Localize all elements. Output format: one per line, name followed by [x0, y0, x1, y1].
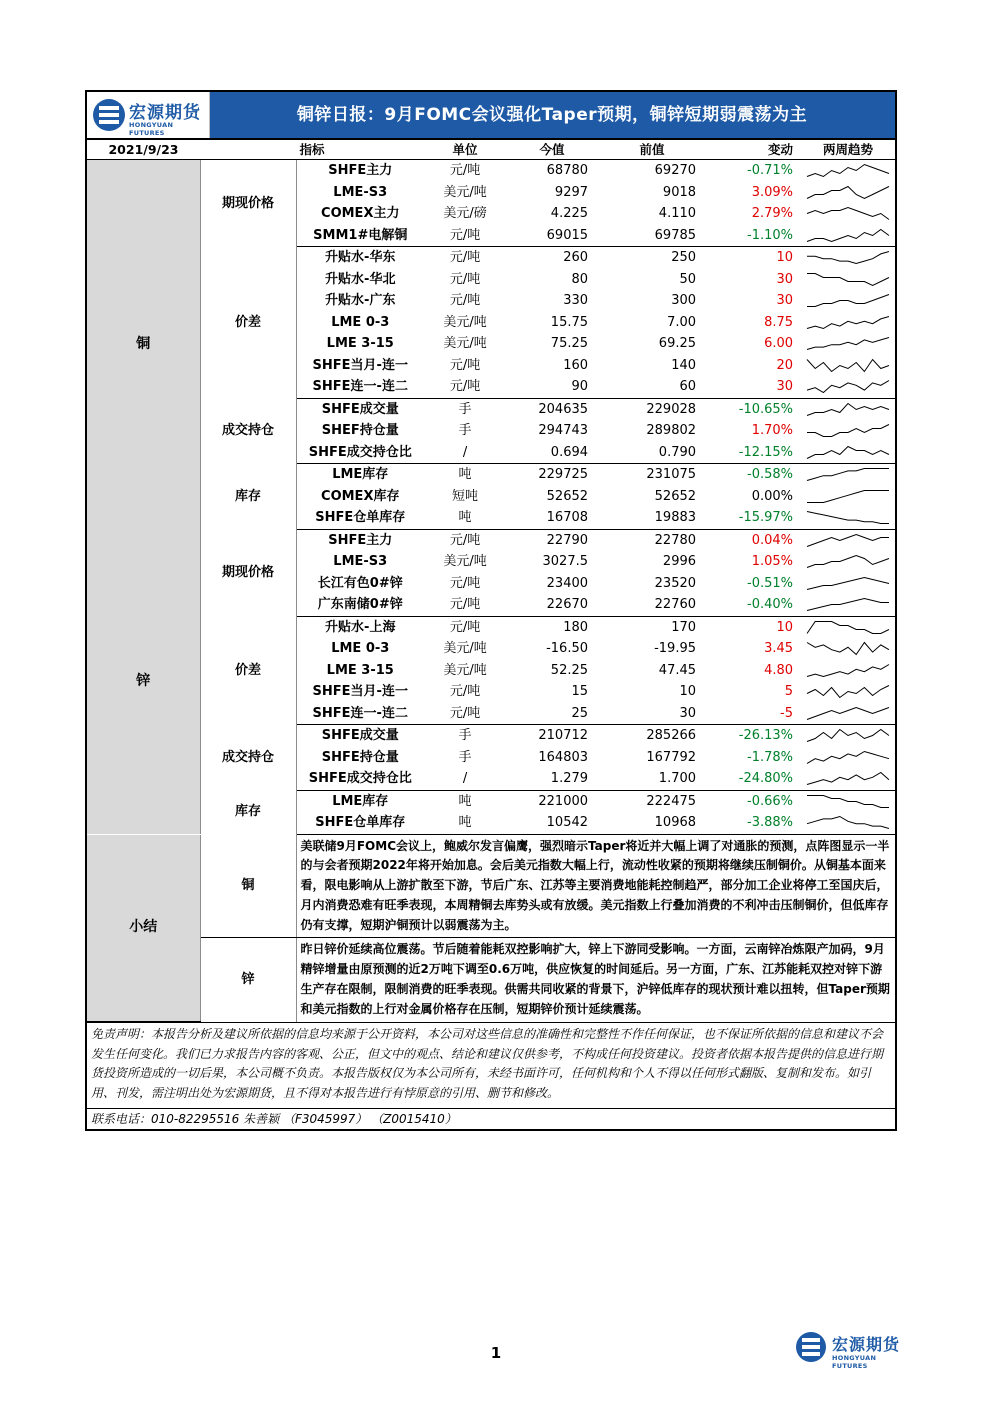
indicator-cell: LME 3-15	[326, 336, 394, 351]
change-cell: 1.70%	[751, 423, 794, 438]
sparkline-line	[807, 403, 889, 415]
current-value-cell: 1.279	[506, 768, 598, 790]
sparkline-line	[807, 707, 889, 719]
trend-sparkline	[801, 160, 895, 182]
sparkline-line	[807, 490, 889, 502]
trend-sparkline	[801, 507, 895, 529]
current-value-cell: 3027.5	[542, 554, 589, 569]
trend-sparkline	[801, 616, 895, 638]
previous-value-cell: 30	[598, 703, 706, 725]
indicator-cell: LME 0-3	[331, 641, 390, 656]
unit-cell: 吨	[424, 812, 506, 834]
change-cell: -12.15%	[706, 442, 801, 464]
summary-label: 小结	[87, 835, 200, 1022]
sparkline-chart	[805, 793, 891, 810]
logo-name-en: HONGYUAN FUTURES	[129, 121, 174, 137]
sparkline-line	[807, 338, 889, 350]
trend-sparkline	[801, 638, 895, 660]
current-value-cell: 15	[571, 684, 589, 699]
table-header	[87, 140, 895, 160]
unit-cell: 吨	[458, 467, 472, 482]
sparkline-chart	[805, 335, 891, 352]
page-number: 1	[490, 1344, 502, 1362]
previous-value-cell: 69.25	[658, 336, 697, 351]
unit-cell: 手	[458, 423, 472, 438]
unit-cell: 吨	[458, 793, 472, 809]
current-value-cell: 68780	[546, 163, 589, 178]
trend-sparkline	[801, 225, 895, 247]
group-label: 价差	[200, 247, 296, 399]
change-cell: 10	[776, 619, 794, 635]
change-cell: 30	[776, 271, 794, 287]
logo-name-cn: 宏源期货	[129, 103, 201, 123]
sparkline-chart	[805, 619, 891, 636]
trend-sparkline	[801, 442, 895, 464]
indicator-cell: COMEX主力	[321, 206, 400, 221]
sparkline-line	[807, 381, 889, 393]
trend-sparkline	[801, 725, 895, 747]
sparkline-chart	[805, 596, 891, 613]
change-cell: -24.80%	[706, 768, 801, 790]
unit-cell: 美元/吨	[443, 184, 487, 200]
report-date: 2021/9/23	[87, 140, 200, 160]
previous-value-cell: 222475	[646, 793, 697, 809]
trend-sparkline	[801, 551, 895, 573]
unit-cell: 元/吨	[424, 225, 506, 247]
current-value-cell: 210712	[538, 728, 589, 743]
sparkline-chart	[805, 640, 891, 657]
previous-value-cell: 1.700	[598, 768, 706, 790]
sparkline-line	[807, 577, 889, 589]
indicator-cell: SHFE仓单库存	[296, 507, 424, 529]
current-value-cell: 229725	[538, 467, 589, 482]
sparkline-chart	[805, 162, 891, 179]
sparkline-chart	[805, 401, 891, 418]
current-value-cell: 25	[506, 703, 598, 725]
unit-cell: 短吨	[452, 488, 479, 504]
indicator-cell: SHFE成交持仓比	[296, 442, 424, 464]
current-value-cell: 0.694	[506, 442, 598, 464]
previous-value-cell: 289802	[646, 423, 697, 438]
indicator-cell: SHFE成交持仓比	[296, 768, 424, 790]
sparkline-chart	[805, 553, 891, 570]
change-cell: -0.66%	[747, 793, 794, 809]
unit-cell: 美元/磅	[443, 206, 487, 221]
group-label: 成交持仓	[200, 398, 296, 464]
footer-logo-name-en: HONGYUAN FUTURES	[832, 1354, 877, 1370]
trend-sparkline	[801, 290, 895, 312]
change-cell: 8.75	[764, 314, 794, 330]
sparkline-chart	[805, 444, 891, 461]
unit-cell: 元/吨	[424, 703, 506, 725]
group-label: 期现价格	[200, 160, 296, 247]
sparkline-chart	[805, 184, 891, 201]
current-value-cell: 180	[563, 619, 589, 635]
report-title: 铜锌日报：9月FOMC会议强化Taper预期，铜锌短期弱震荡为主	[296, 105, 808, 125]
sparkline-chart	[805, 378, 891, 395]
previous-value-cell: 250	[671, 250, 697, 265]
sparkline-line	[807, 556, 889, 568]
previous-value-cell: 22760	[598, 594, 706, 616]
indicator-cell: LME 0-3	[331, 314, 390, 330]
unit-cell: /	[424, 442, 506, 464]
sparkline-chart	[805, 509, 891, 526]
current-value-cell: 330	[563, 293, 589, 308]
logo-icon	[93, 99, 125, 131]
current-value-cell: 221000	[538, 793, 589, 809]
sparkline-chart	[805, 249, 891, 266]
table-row	[87, 616, 895, 638]
sparkline-line	[807, 229, 889, 241]
unit-cell: 元/吨	[449, 532, 481, 548]
company-logo	[87, 92, 210, 138]
indicator-cell: SHFE主力	[328, 532, 393, 548]
sparkline-chart	[805, 292, 891, 309]
group-label: 价差	[200, 616, 296, 725]
previous-value-cell: 19883	[598, 507, 706, 529]
previous-value-cell: 229028	[646, 401, 697, 417]
sparkline-chart	[805, 770, 891, 787]
current-value-cell: 4.225	[550, 206, 589, 221]
sparkline-line	[807, 165, 889, 177]
change-cell: 3.09%	[751, 184, 794, 200]
trend-sparkline	[801, 420, 895, 442]
unit-cell: 美元/吨	[443, 336, 487, 351]
summary-copper-label: 铜	[200, 835, 296, 938]
change-cell: 1.05%	[751, 554, 794, 569]
table-row	[87, 725, 895, 747]
sparkline-line	[807, 512, 889, 524]
trend-sparkline	[801, 333, 895, 355]
summary-copper-text: 美联储9月FOMC会议上，鲍威尔发言偏鹰，强烈暗示Taper将近并大幅上调了对通胀的预测，点阵图显示一半的与会者预期2022年将开始加息。会后美元指数大幅上行，流动性收紧的预期将继续压制铜价。从铜基本面来看，限电影响从上游扩散至下游，节后广东、江苏等主要消费地能耗控制趋严，部分加工企业将停工至国庆后，月内消费恐难有旺季表现，本周精铜去库势头或有放缓。美元指数上行叠加消费的不利冲击压制铜价，但低库存仍有支撑，短期沪铜预计以弱震荡为主。	[296, 835, 895, 938]
group-label: 库存	[200, 464, 296, 530]
header-trend: 两周趋势	[801, 140, 895, 160]
sparkline-chart	[805, 422, 891, 439]
unit-cell: 美元/吨	[443, 314, 487, 330]
sparkline-line	[807, 425, 889, 437]
trend-sparkline	[801, 660, 895, 682]
sparkline-chart	[805, 227, 891, 244]
sparkline-line	[807, 730, 889, 742]
current-value-cell: 90	[506, 376, 598, 398]
indicator-cell: SHFE主力	[328, 163, 393, 178]
sparkline-chart	[805, 205, 891, 222]
current-value-cell: 80	[571, 271, 589, 287]
indicator-cell: 升贴水-上海	[325, 619, 396, 635]
sparkline-line	[807, 643, 889, 655]
indicator-cell: SHFE持仓量	[321, 749, 399, 765]
sparkline-chart	[805, 271, 891, 288]
sparkline-chart	[805, 466, 891, 483]
unit-cell: 手	[458, 401, 472, 417]
change-cell: 5	[784, 684, 794, 699]
indicator-cell: 升贴水-华东	[325, 250, 396, 265]
indicator-cell: 广东南储0#锌	[296, 594, 424, 616]
unit-cell: 元/吨	[449, 684, 481, 699]
footer-logo	[796, 1330, 908, 1370]
previous-value-cell: 4.110	[658, 206, 697, 221]
daily-report	[85, 90, 897, 1131]
change-cell: -26.13%	[738, 728, 794, 743]
trend-sparkline	[801, 812, 895, 834]
previous-value-cell: 7.00	[667, 314, 697, 330]
table-row	[87, 398, 895, 420]
change-cell: -0.71%	[747, 163, 794, 178]
indicator-cell: SMM1#电解铜	[296, 225, 424, 247]
sparkline-chart	[805, 314, 891, 331]
sparkline-chart	[805, 357, 891, 374]
summary-zinc-label: 锌	[200, 938, 296, 1022]
sparkline-line	[807, 252, 889, 264]
current-value-cell: 294743	[538, 423, 589, 438]
sparkline-chart	[805, 727, 891, 744]
previous-value-cell: 170	[671, 619, 697, 635]
previous-value-cell: 300	[671, 293, 697, 308]
current-value-cell: 9297	[554, 184, 589, 200]
indicator-cell: LME库存	[332, 793, 389, 809]
trend-sparkline	[801, 703, 895, 725]
unit-cell: /	[424, 768, 506, 790]
indicator-cell: LME 3-15	[326, 662, 394, 678]
indicator-cell: SHFE仓单库存	[296, 812, 424, 834]
unit-cell: 元/吨	[449, 250, 481, 265]
unit-cell: 元/吨	[424, 376, 506, 398]
footer-logo-name-cn: 宏源期货	[832, 1335, 901, 1354]
current-value-cell: -16.50	[546, 641, 589, 656]
previous-value-cell: 285266	[646, 728, 697, 743]
sparkline-line	[807, 773, 889, 785]
indicator-cell: SHFE成交量	[321, 728, 399, 743]
unit-cell: 手	[458, 749, 472, 765]
metal-label: 铜	[87, 160, 200, 530]
current-value-cell: 52652	[546, 488, 589, 504]
previous-value-cell: 52652	[654, 488, 697, 504]
current-value-cell: 15.75	[550, 314, 589, 330]
table-row	[87, 247, 895, 269]
indicator-cell: 升贴水-华北	[325, 271, 396, 287]
unit-cell: 吨	[424, 507, 506, 529]
indicator-cell: LME库存	[332, 467, 389, 482]
trend-sparkline	[801, 790, 895, 812]
current-value-cell: 204635	[538, 401, 589, 417]
sparkline-chart	[805, 749, 891, 766]
sparkline-chart	[805, 488, 891, 505]
indicator-cell: 升贴水-广东	[325, 293, 396, 308]
trend-sparkline	[801, 486, 895, 508]
indicator-cell: LME-S3	[333, 554, 388, 569]
change-cell: -5	[706, 703, 801, 725]
unit-cell: 美元/吨	[443, 554, 487, 569]
group-label: 成交持仓	[200, 725, 296, 791]
header-unit: 单位	[424, 140, 506, 160]
change-cell: -1.10%	[706, 225, 801, 247]
change-cell: -0.40%	[706, 594, 801, 616]
trend-sparkline	[801, 247, 895, 269]
previous-value-cell: 167792	[646, 749, 697, 765]
indicator-cell: SHFE连一-连二	[296, 376, 424, 398]
sparkline-chart	[805, 532, 891, 549]
current-value-cell: 52.25	[550, 662, 589, 678]
change-cell: 30	[706, 376, 801, 398]
sparkline-line	[807, 751, 889, 763]
sparkline-chart	[805, 683, 891, 700]
current-value-cell: 160	[563, 357, 589, 373]
change-cell: -10.65%	[738, 401, 794, 417]
title-bar	[87, 92, 895, 140]
footer-logo-icon	[796, 1332, 826, 1362]
previous-value-cell: 69785	[598, 225, 706, 247]
sparkline-line	[807, 664, 889, 676]
previous-value-cell: 231075	[646, 467, 697, 482]
table-row	[87, 790, 895, 812]
table-row	[87, 160, 895, 182]
sparkline-line	[807, 534, 889, 546]
previous-value-cell: 50	[679, 271, 697, 287]
sparkline-line	[807, 795, 889, 807]
unit-cell: 元/吨	[449, 619, 481, 635]
trend-sparkline	[801, 464, 895, 486]
sparkline-line	[807, 621, 889, 633]
sparkline-line	[807, 208, 889, 220]
trend-sparkline	[801, 573, 895, 595]
current-value-cell: 69015	[506, 225, 598, 247]
current-value-cell: 260	[563, 250, 589, 265]
indicator-cell: SHFE当月-连一	[312, 357, 408, 373]
sparkline-line	[807, 295, 889, 307]
summary-copper-row	[87, 835, 895, 938]
current-value-cell: 16708	[506, 507, 598, 529]
unit-cell: 元/吨	[424, 594, 506, 616]
indicator-cell: SHFE当月-连一	[312, 684, 408, 699]
sparkline-line	[807, 359, 889, 371]
change-cell: 6.00	[764, 336, 794, 351]
sparkline-line	[807, 599, 889, 611]
previous-value-cell: -19.95	[654, 641, 697, 656]
change-cell: 2.79%	[751, 206, 794, 221]
change-cell: 20	[776, 357, 794, 373]
trend-sparkline	[801, 681, 895, 703]
change-cell: 0.00%	[751, 488, 794, 504]
indicator-cell: LME-S3	[333, 184, 388, 200]
trend-sparkline	[801, 376, 895, 398]
change-cell: -0.51%	[747, 575, 794, 591]
unit-cell: 元/吨	[449, 271, 481, 287]
sparkline-line	[807, 446, 889, 458]
unit-cell: 元/吨	[449, 575, 481, 591]
contact-info: 联系电话：010-82295516 朱善颖 （F3045997） （Z0015410）	[87, 1108, 895, 1129]
current-value-cell: 22790	[546, 532, 589, 548]
unit-cell: 元/吨	[449, 163, 481, 178]
trend-sparkline	[801, 768, 895, 790]
change-cell: -3.88%	[706, 812, 801, 834]
sparkline-line	[807, 469, 889, 481]
table-row	[87, 529, 895, 551]
previous-value-cell: 47.45	[658, 662, 697, 678]
trend-sparkline	[801, 203, 895, 225]
change-cell: 3.45	[764, 641, 794, 656]
group-label: 期现价格	[200, 529, 296, 616]
sparkline-chart	[805, 575, 891, 592]
summary-zinc-row	[87, 938, 895, 1022]
change-cell: -1.78%	[747, 749, 794, 765]
trend-sparkline	[801, 529, 895, 551]
previous-value-cell: 0.790	[598, 442, 706, 464]
trend-sparkline	[801, 269, 895, 291]
unit-cell: 元/吨	[449, 357, 481, 373]
change-cell: -0.58%	[747, 467, 794, 482]
sparkline-line	[807, 186, 889, 198]
trend-sparkline	[801, 312, 895, 334]
header-current: 今值	[506, 140, 598, 160]
trend-sparkline	[801, 594, 895, 616]
current-value-cell: 164803	[538, 749, 589, 765]
trend-sparkline	[801, 747, 895, 769]
sparkline-chart	[805, 814, 891, 831]
indicator-cell: SHEF持仓量	[321, 423, 399, 438]
sparkline-line	[807, 273, 889, 285]
trend-sparkline	[801, 398, 895, 420]
change-cell: 4.80	[764, 662, 794, 678]
previous-value-cell: 10968	[598, 812, 706, 834]
indicator-cell: SHFE连一-连二	[296, 703, 424, 725]
group-label: 库存	[200, 790, 296, 834]
table-row	[87, 464, 895, 486]
indicator-cell: COMEX库存	[321, 488, 400, 504]
previous-value-cell: 2996	[662, 554, 697, 569]
sparkline-line	[807, 686, 889, 698]
previous-value-cell: 22780	[654, 532, 697, 548]
change-cell: 10	[776, 250, 794, 265]
change-cell: 30	[776, 293, 794, 308]
unit-cell: 美元/吨	[443, 641, 487, 656]
summary-table	[87, 835, 895, 1023]
header-previous: 前值	[598, 140, 706, 160]
current-value-cell: 10542	[506, 812, 598, 834]
indicator-cell: 长江有色0#锌	[317, 575, 403, 591]
change-cell: -15.97%	[706, 507, 801, 529]
sparkline-line	[807, 316, 889, 328]
disclaimer: 免责声明：本报告分析及建议所依据的信息均来源于公开资料，本公司对这些信息的准确性和完整性不作任何保证，也不保证所依据的信息和建议不会发生任何变化。我们已力求报告内容的客观、公正，但文中的观点、结论和建议仅供参考，不构成任何投资建议。投资者依据本报告提供的信息进行期货投资所造成的一切后果，本公司概不负责。本报告版权仅为本公司所有，未经书面许可，任何机构和个人不得以任何形式翻版、复制和发布。如引用、刊发，需注明出处为宏源期货，且不得对本报告进行有悖原意的引用、删节和修改。	[87, 1022, 895, 1108]
current-value-cell: 23400	[546, 575, 589, 591]
current-value-cell: 75.25	[550, 336, 589, 351]
metal-label: 锌	[87, 529, 200, 834]
sparkline-chart	[805, 662, 891, 679]
header-change: 变动	[706, 140, 801, 160]
previous-value-cell: 23520	[654, 575, 697, 591]
trend-sparkline	[801, 182, 895, 204]
header-indicator: 指标	[200, 140, 424, 160]
previous-value-cell: 69270	[654, 163, 697, 178]
previous-value-cell: 60	[598, 376, 706, 398]
unit-cell: 手	[458, 728, 472, 743]
summary-zinc-text: 昨日锌价延续高位震荡。节后随着能耗双控影响扩大，锌上下游同受影响。一方面，云南锌冶炼限产加码，9月精锌增量由原预测的近2万吨下调至0.6万吨，供应恢复的时间延后。另一方面，广东、江苏能耗双控对锌下游生产存在限制，限制消费的旺季表现。供需共同收紧的背景下，沪锌低库存的现状预计难以扭转，但Taper预期和美元指数的上行对金属价格存在压制，短期锌价预计延续震荡。	[300, 942, 890, 1016]
indicator-table	[87, 140, 895, 835]
trend-sparkline	[801, 355, 895, 377]
previous-value-cell: 9018	[662, 184, 697, 200]
indicator-cell: SHFE成交量	[321, 401, 399, 417]
change-cell: 0.04%	[751, 532, 794, 548]
unit-cell: 美元/吨	[443, 662, 487, 678]
previous-value-cell: 140	[671, 357, 697, 373]
previous-value-cell: 10	[679, 684, 697, 699]
current-value-cell: 22670	[506, 594, 598, 616]
unit-cell: 元/吨	[449, 293, 481, 308]
sparkline-chart	[805, 705, 891, 722]
sparkline-line	[807, 817, 889, 829]
